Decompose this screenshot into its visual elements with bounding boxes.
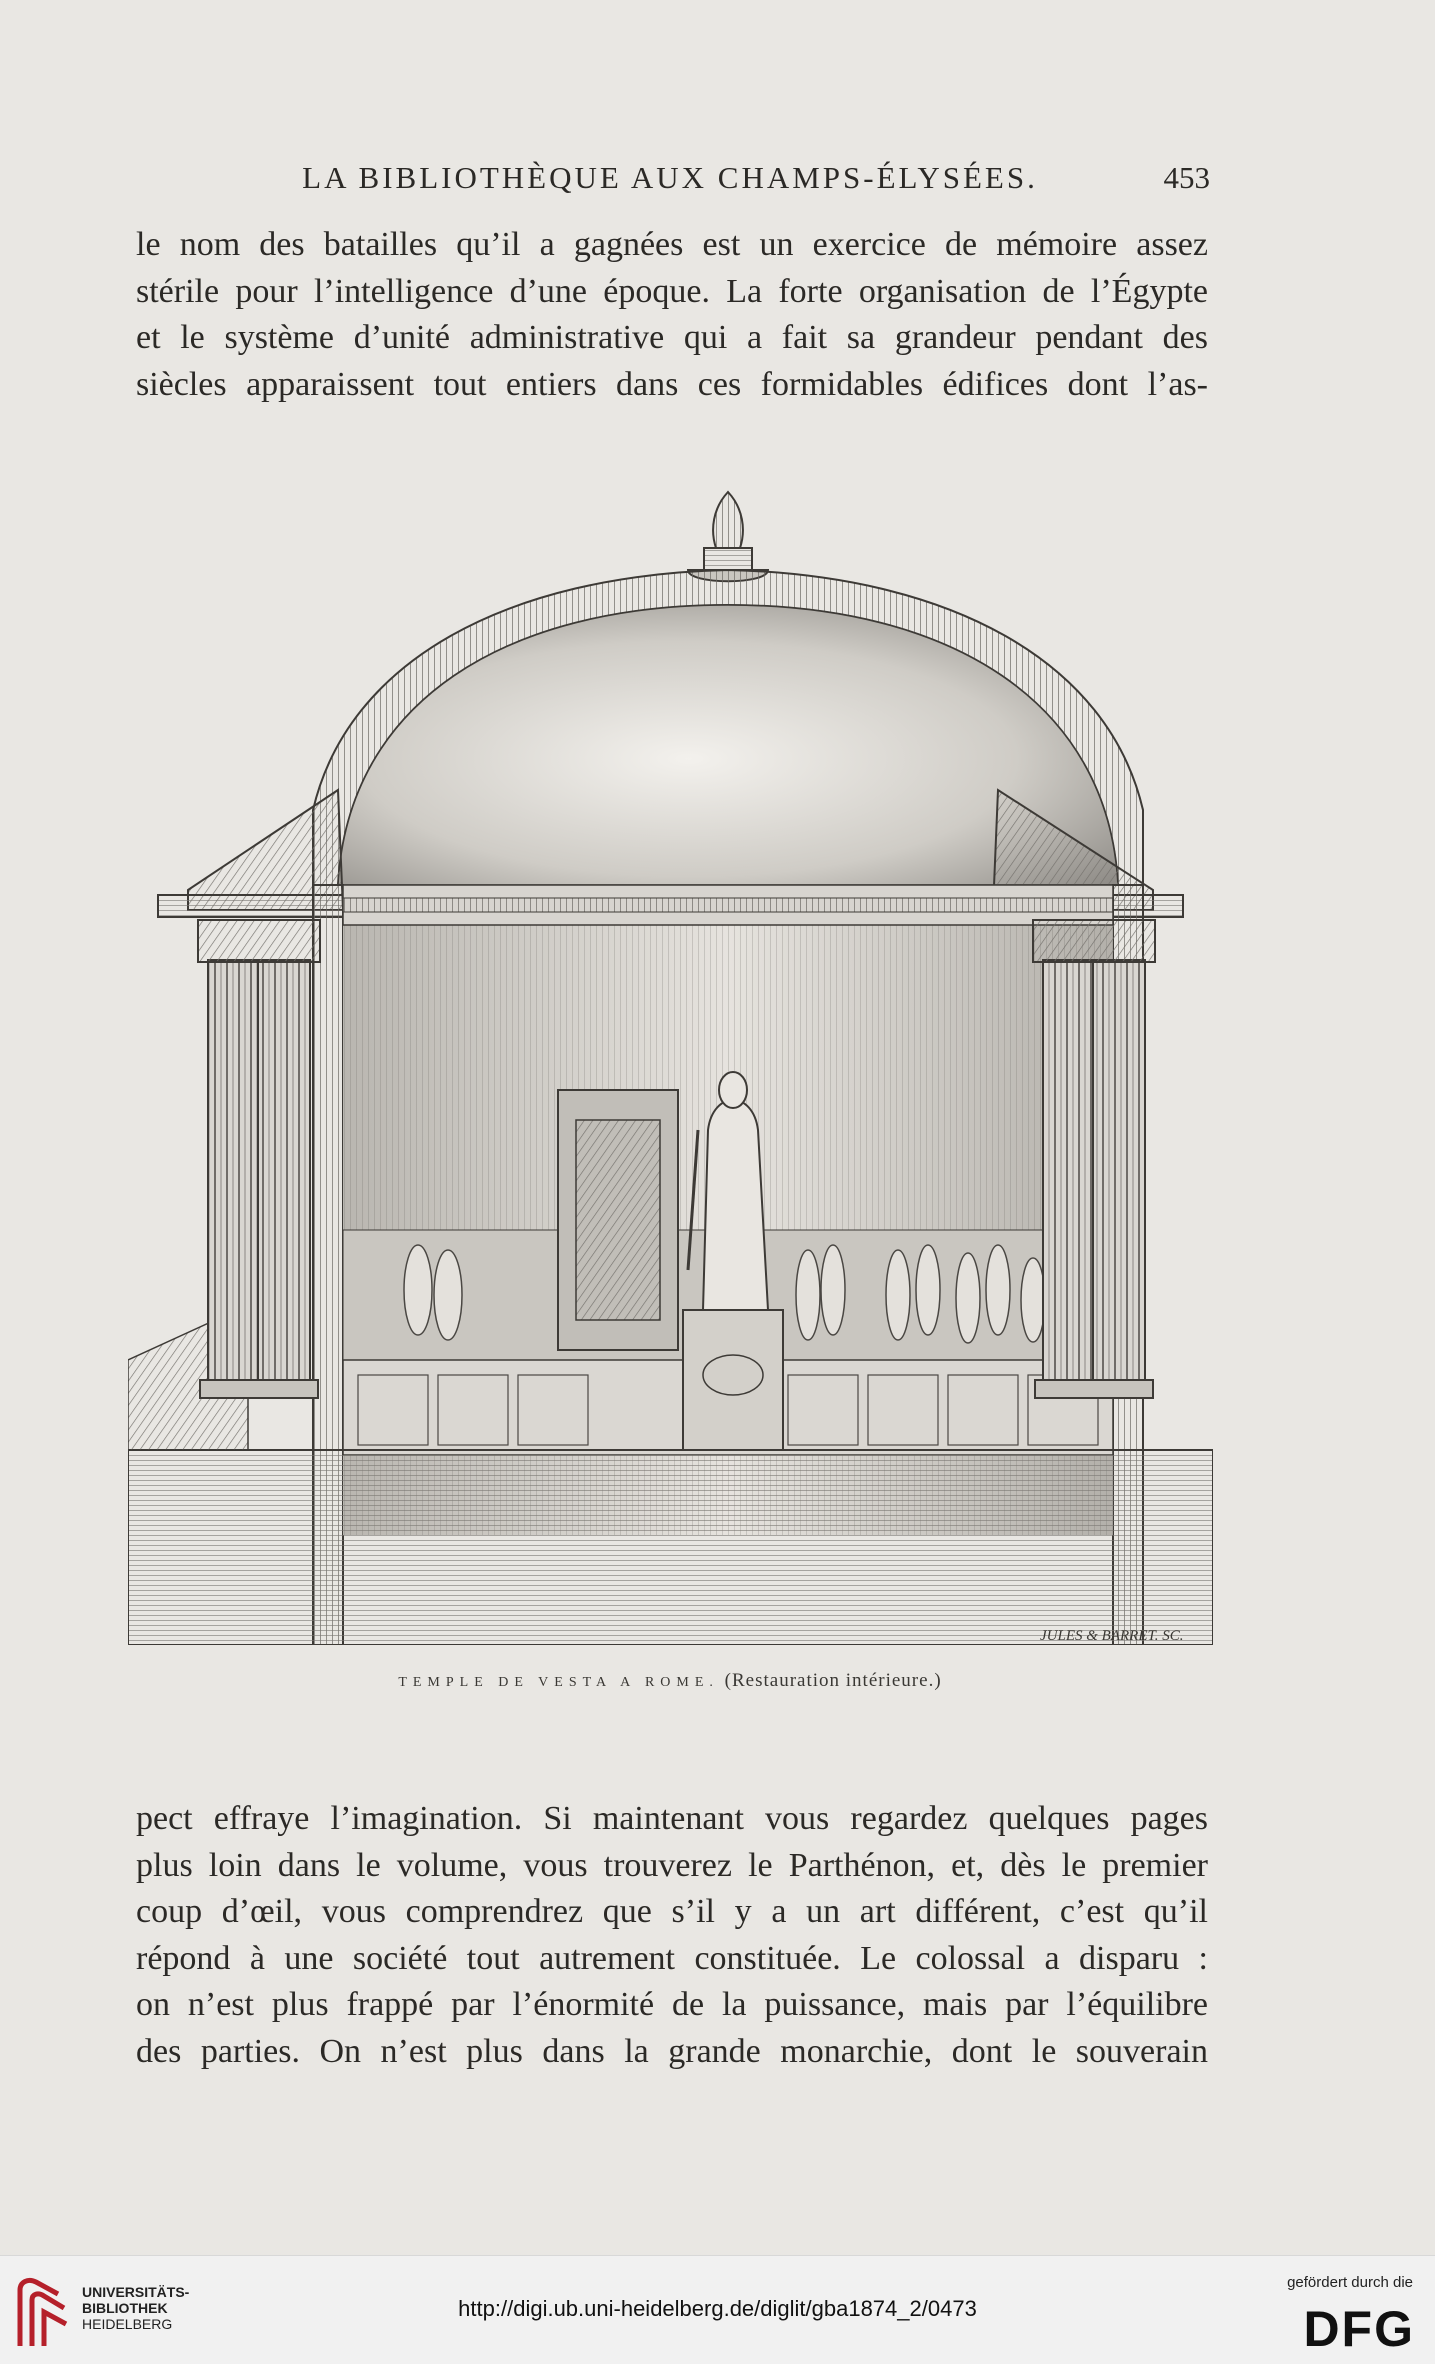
dfg-logo: DFG	[1303, 2301, 1415, 2357]
text-line: stérile pour l’intelligence d’une époque. La forte organisation de l’Égypte	[136, 272, 1208, 310]
page-number: 453	[1163, 160, 1210, 195]
figure-caption	[130, 1670, 1210, 1692]
digitization-footer	[0, 2255, 1435, 2364]
text-line: on n’est plus frappé par l’énormité de la puissance, mais par l’équilibre	[136, 1986, 1208, 2023]
right-colonnade	[1033, 920, 1155, 1398]
library-line: BIBLIOTHEK	[82, 2300, 168, 2316]
top-paragraph	[136, 222, 1208, 408]
text-line: répond à une société tout autrement constituée. Le colossal a disparu :	[136, 1939, 1208, 1977]
library-line: HEIDELBERG	[82, 2316, 173, 2332]
funding-note: gefördert durch die	[1287, 2274, 1413, 2291]
temple-engraving	[128, 490, 1213, 1645]
engraver-signature: JULES & BARRET. SC.	[1040, 1628, 1184, 1644]
bottom-paragraph	[136, 1796, 1208, 2075]
permalink-url[interactable]: http://digi.ub.uni-heidelberg.de/diglit/gba1874_2/0473	[458, 2296, 977, 2321]
caption-note: (Restauration intérieure.)	[724, 1670, 942, 1691]
text-line: le nom des batailles qu’il a gagnées est un exercice de mémoire assez	[136, 226, 1208, 263]
library-line: UNIVERSITÄTS-	[82, 2284, 190, 2300]
text-line: des parties. On n’est plus dans la grande monarchie, dont le souverain	[136, 2032, 1208, 2070]
running-header	[130, 160, 1210, 206]
text-line: plus loin dans le volume, vous trouverez le Parthénon, et, dès le premier	[136, 1846, 1208, 1884]
left-colonnade	[198, 920, 320, 1398]
text-line: pect effraye l’imagination. Si maintenant vous regardez quelques pages	[136, 1800, 1208, 1837]
caption-title: TEMPLE DE VESTA A ROME.	[398, 1675, 719, 1690]
text-line: coup d’œil, vous comprendrez que s’il y a un art différent, c’est qu’il	[136, 1893, 1208, 1930]
text-line: et le système d’unité administrative qui a fait sa grandeur pendant des	[136, 319, 1208, 356]
running-title: LA BIBLIOTHÈQUE AUX CHAMPS-ÉLYSÉES.	[302, 160, 1038, 195]
text-line: siècles apparaissent tout entiers dans ces formidables édifices dont l’as-	[136, 365, 1208, 403]
